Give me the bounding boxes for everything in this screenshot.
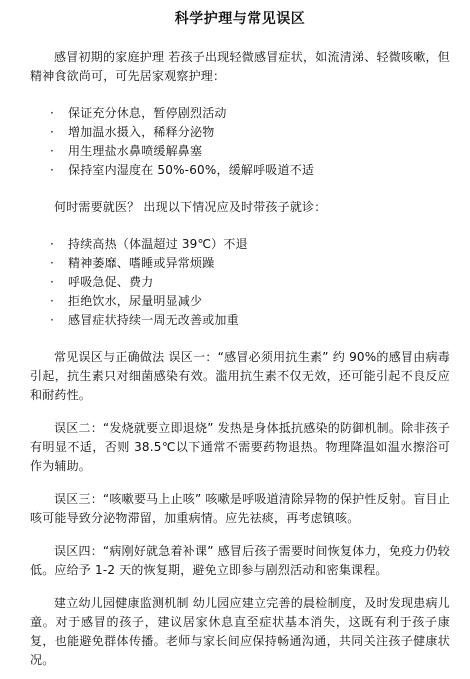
list-item: · 呼吸急促、费力 <box>50 273 450 292</box>
care-list <box>30 104 450 180</box>
bullet-icon: · <box>50 237 55 251</box>
list-item: · 保持室内湿度在 50%-60%，缓解呼吸道不适 <box>50 161 450 180</box>
doctor-list <box>30 235 450 330</box>
list-item: · 增加温水摄入，稀释分泌物 <box>50 123 450 142</box>
myth-three-paragraph: 误区三：“咳嗽要马上止咳” 咳嗽是呼吸道清除异物的保护性反射。盲目止咳可能导致分泌物滞留，加重病情。应先祛痰，再考虑镇咳。 <box>30 492 450 525</box>
myth-two-paragraph: 误区二：“发烧就要立即退烧” 发热是身体抵抗感染的防御机制。除非孩子有明显不适，否则 38.5℃以下通常不需要药物退热。物理降温如温水擦浴可作为辅助。 <box>30 421 450 473</box>
page-title: 科学护理与常见误区 <box>174 11 306 27</box>
myth-four-paragraph: 误区四：“病刚好就急着补课” 感冒后孩子需要时间恢复体力，免疫力仍较低。应给予 1-2 天的恢复期，避免立即参与剧烈活动和密集课程。 <box>30 544 450 577</box>
list-item: · 感冒症状持续一周无改善或加重 <box>50 311 450 330</box>
bullet-icon: · <box>50 106 55 120</box>
when-doctor-paragraph: 何时需要就医？ 出现以下情况应及时带孩子就诊： <box>54 200 327 214</box>
list-item: · 拒绝饮水，尿量明显减少 <box>50 292 450 311</box>
list-item: · 精神萎靡、嗜睡或异常烦躁 <box>50 254 450 273</box>
kindergarten-paragraph: 建立幼儿园健康监测机制 幼儿园应建立完善的晨检制度，及时发现患病儿童。对于感冒的孩子，建议居家休息直至症状基本消失，这既有利于孩子康复，也能避免群体传播。老师与家长间应保持畅通沟通，共同关注孩子健康状况。 <box>30 596 450 667</box>
list-item: · 用生理盐水鼻喷缓解鼻塞 <box>50 142 450 161</box>
myth-one-paragraph: 常见误区与正确做法 误区一：“感冒必须用抗生素” 约 90%的感冒由病毒引起，抗生素只对细菌感染有效。滥用抗生素不仅无效，还可能引起不良反应和耐药性。 <box>30 350 450 402</box>
bullet-icon: · <box>50 313 55 327</box>
bullet-icon: · <box>50 163 55 177</box>
bullet-icon: · <box>50 144 55 158</box>
bullet-icon: · <box>50 256 55 270</box>
intro-paragraph: 感冒初期的家庭护理 若孩子出现轻微感冒症状，如流清涕、轻微咳嗽，但精神食欲尚可，可先居家观察护理： <box>30 50 450 83</box>
list-item: · 保证充分休息，暂停剧烈活动 <box>50 104 450 123</box>
bullet-icon: · <box>50 125 55 139</box>
list-item: · 持续高热（体温超过 39℃）不退 <box>50 235 450 254</box>
bullet-icon: · <box>50 294 55 308</box>
bullet-icon: · <box>50 275 55 289</box>
